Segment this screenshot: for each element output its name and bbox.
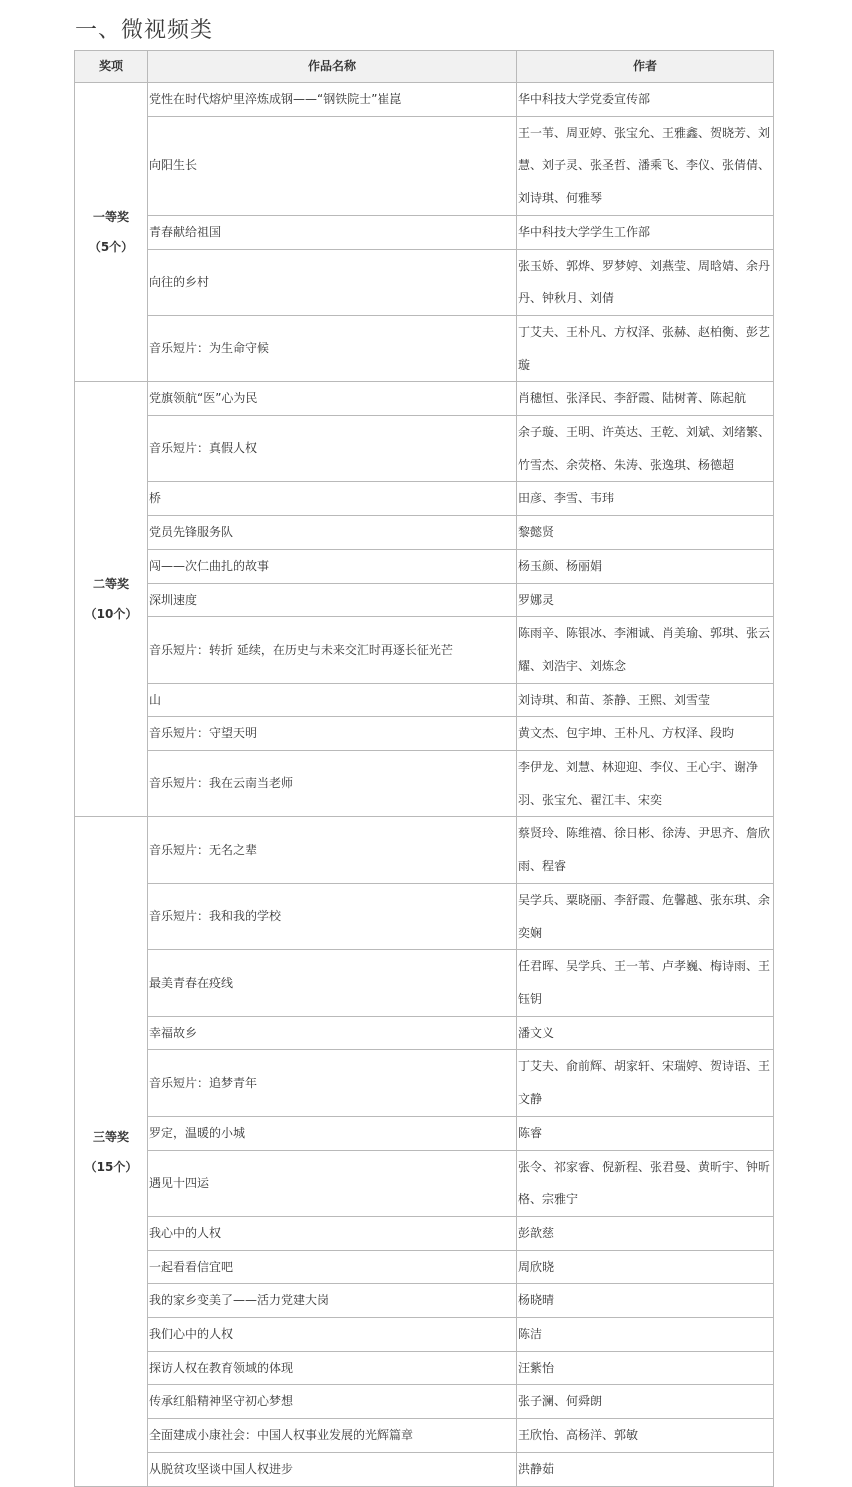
table-row	[75, 1216, 774, 1250]
author-cell: 陈睿	[517, 1116, 774, 1150]
work-title-cell: 青春献给祖国	[148, 215, 517, 249]
author-cell: 张玉娇、郭烨、罗梦婷、刘燕莹、周晗婧、余丹丹、钟秋月、刘倩	[517, 249, 774, 315]
work-title-cell: 闯——次仁曲扎的故事	[148, 549, 517, 583]
work-title-cell: 从脱贫攻坚谈中国人权进步	[148, 1452, 517, 1486]
work-title-cell: 音乐短片：无名之辈	[148, 817, 517, 883]
table-row	[75, 249, 774, 315]
author-cell: 李伊龙、刘慧、林迎迎、李仪、王心宇、谢净羽、张宝允、翟江丰、宋奕	[517, 751, 774, 817]
table-row	[75, 116, 774, 215]
work-title-cell: 音乐短片：守望天明	[148, 717, 517, 751]
table-row	[75, 215, 774, 249]
table-row	[75, 950, 774, 1016]
table-row	[75, 549, 774, 583]
work-title-cell: 向往的乡村	[148, 249, 517, 315]
table-row	[75, 482, 774, 516]
author-cell: 陈雨辛、陈银冰、李湘诚、肖美瑜、郭琪、张云耀、刘浩宇、刘炼念	[517, 617, 774, 683]
table-row	[75, 1419, 774, 1453]
author-cell: 洪静茹	[517, 1452, 774, 1486]
award-count: （5个）	[88, 240, 134, 255]
work-title-cell: 党员先锋服务队	[148, 516, 517, 550]
table-row	[75, 817, 774, 883]
author-cell: 彭歆慈	[517, 1216, 774, 1250]
table-row	[75, 1016, 774, 1050]
author-cell: 周欣晓	[517, 1250, 774, 1284]
author-cell: 余子璇、王明、许英达、王乾、刘斌、刘绪繁、竹雪杰、余荧格、朱涛、张逸琪、杨德超	[517, 416, 774, 482]
work-title-cell: 幸福故乡	[148, 1016, 517, 1050]
work-title-cell: 最美青春在疫线	[148, 950, 517, 1016]
table-row	[75, 1250, 774, 1284]
author-cell: 刘诗琪、和苗、茶静、王熙、刘雪莹	[517, 683, 774, 717]
table-row	[75, 751, 774, 817]
author-cell: 汪紫怡	[517, 1351, 774, 1385]
work-title-cell: 遇见十四运	[148, 1150, 517, 1216]
table-body	[75, 83, 774, 1487]
table-row	[75, 1116, 774, 1150]
table-row	[75, 315, 774, 381]
work-title-cell: 我心中的人权	[148, 1216, 517, 1250]
award-name: 三等奖	[92, 1129, 129, 1144]
work-title-cell: 音乐短片：我和我的学校	[148, 883, 517, 949]
table-row	[75, 1351, 774, 1385]
author-cell: 蔡贤玲、陈维禧、徐日彬、徐涛、尹思齐、詹欣雨、程睿	[517, 817, 774, 883]
work-title-cell: 深圳速度	[148, 583, 517, 617]
work-title-cell: 向阳生长	[148, 116, 517, 215]
table-row	[75, 83, 774, 117]
work-title-cell: 罗定，温暖的小城	[148, 1116, 517, 1150]
work-title-cell: 探访人权在教育领域的体现	[148, 1351, 517, 1385]
table-header-row	[75, 51, 774, 83]
table-row	[75, 583, 774, 617]
award-cell	[75, 817, 148, 1486]
work-title-cell: 音乐短片：真假人权	[148, 416, 517, 482]
author-cell: 张子澜、何舜朗	[517, 1385, 774, 1419]
table-row	[75, 1385, 774, 1419]
author-cell: 华中科技大学学生工作部	[517, 215, 774, 249]
table-row	[75, 1452, 774, 1486]
author-cell: 潘文义	[517, 1016, 774, 1050]
header-author: 作者	[517, 51, 774, 83]
award-count: （15个）	[84, 1159, 138, 1174]
work-title-cell: 党性在时代熔炉里淬炼成钢——“钢铁院士”崔崑	[148, 83, 517, 117]
table-row	[75, 1318, 774, 1352]
award-cell	[75, 83, 148, 382]
header-award: 奖项	[75, 51, 148, 83]
work-title-cell: 党旗领航“医”心为民	[148, 382, 517, 416]
author-cell: 王一苇、周亚婷、张宝允、王雅鑫、贺晓芳、刘慧、刘子灵、张圣哲、潘乘飞、李仪、张倩倩、刘诗琪、何雅琴	[517, 116, 774, 215]
table-row	[75, 1150, 774, 1216]
work-title-cell: 音乐短片：转折 延续，在历史与未来交汇时再逐长征光芒	[148, 617, 517, 683]
author-cell: 杨晓晴	[517, 1284, 774, 1318]
work-title-cell: 一起看看信宜吧	[148, 1250, 517, 1284]
author-cell: 王欣怡、高杨洋、郭敏	[517, 1419, 774, 1453]
author-cell: 肖穗恒、张泽民、李舒霞、陆树菁、陈起航	[517, 382, 774, 416]
table-row	[75, 617, 774, 683]
section-title: 一、微视频类	[75, 18, 214, 43]
work-title-cell: 桥	[148, 482, 517, 516]
table-row	[75, 516, 774, 550]
work-title-cell: 我们心中的人权	[148, 1318, 517, 1352]
award-name: 二等奖	[92, 577, 129, 592]
author-cell: 陈洁	[517, 1318, 774, 1352]
author-cell: 黎懿贤	[517, 516, 774, 550]
work-title-cell: 传承红船精神坚守初心梦想	[148, 1385, 517, 1419]
author-cell: 华中科技大学党委宣传部	[517, 83, 774, 117]
work-title-cell: 音乐短片：追梦青年	[148, 1050, 517, 1116]
header-work: 作品名称	[148, 51, 517, 83]
work-title-cell: 我的家乡变美了——活力党建大岗	[148, 1284, 517, 1318]
author-cell: 杨玉颜、杨丽娟	[517, 549, 774, 583]
author-cell: 黄文杰、包宇坤、王朴凡、方权泽、段昀	[517, 717, 774, 751]
author-cell: 丁艾夫、王朴凡、方权泽、张赫、赵柏衡、彭艺璇	[517, 315, 774, 381]
author-cell: 吴学兵、粟晓丽、李舒霞、危馨越、张东琪、余奕娴	[517, 883, 774, 949]
work-title-cell: 山	[148, 683, 517, 717]
table-row	[75, 1050, 774, 1116]
award-name: 一等奖	[92, 210, 129, 225]
award-table	[74, 50, 774, 1487]
work-title-cell: 全面建成小康社会：中国人权事业发展的光辉篇章	[148, 1419, 517, 1453]
work-title-cell: 音乐短片：我在云南当老师	[148, 751, 517, 817]
table-row	[75, 717, 774, 751]
award-count: （10个）	[84, 607, 138, 622]
table-row	[75, 683, 774, 717]
author-cell: 任君晖、吴学兵、王一苇、卢孝巍、梅诗雨、王钰钥	[517, 950, 774, 1016]
work-title-cell: 音乐短片：为生命守候	[148, 315, 517, 381]
table-row	[75, 382, 774, 416]
table-row	[75, 416, 774, 482]
table-row	[75, 883, 774, 949]
award-cell	[75, 382, 148, 817]
author-cell: 田彦、李雪、韦玮	[517, 482, 774, 516]
author-cell: 丁艾夫、俞前辉、胡家轩、宋瑞婷、贺诗语、王文静	[517, 1050, 774, 1116]
author-cell: 罗娜灵	[517, 583, 774, 617]
author-cell: 张令、祁家睿、倪新程、张君曼、黄昕宇、钟昕格、宗雅宁	[517, 1150, 774, 1216]
table-row	[75, 1284, 774, 1318]
